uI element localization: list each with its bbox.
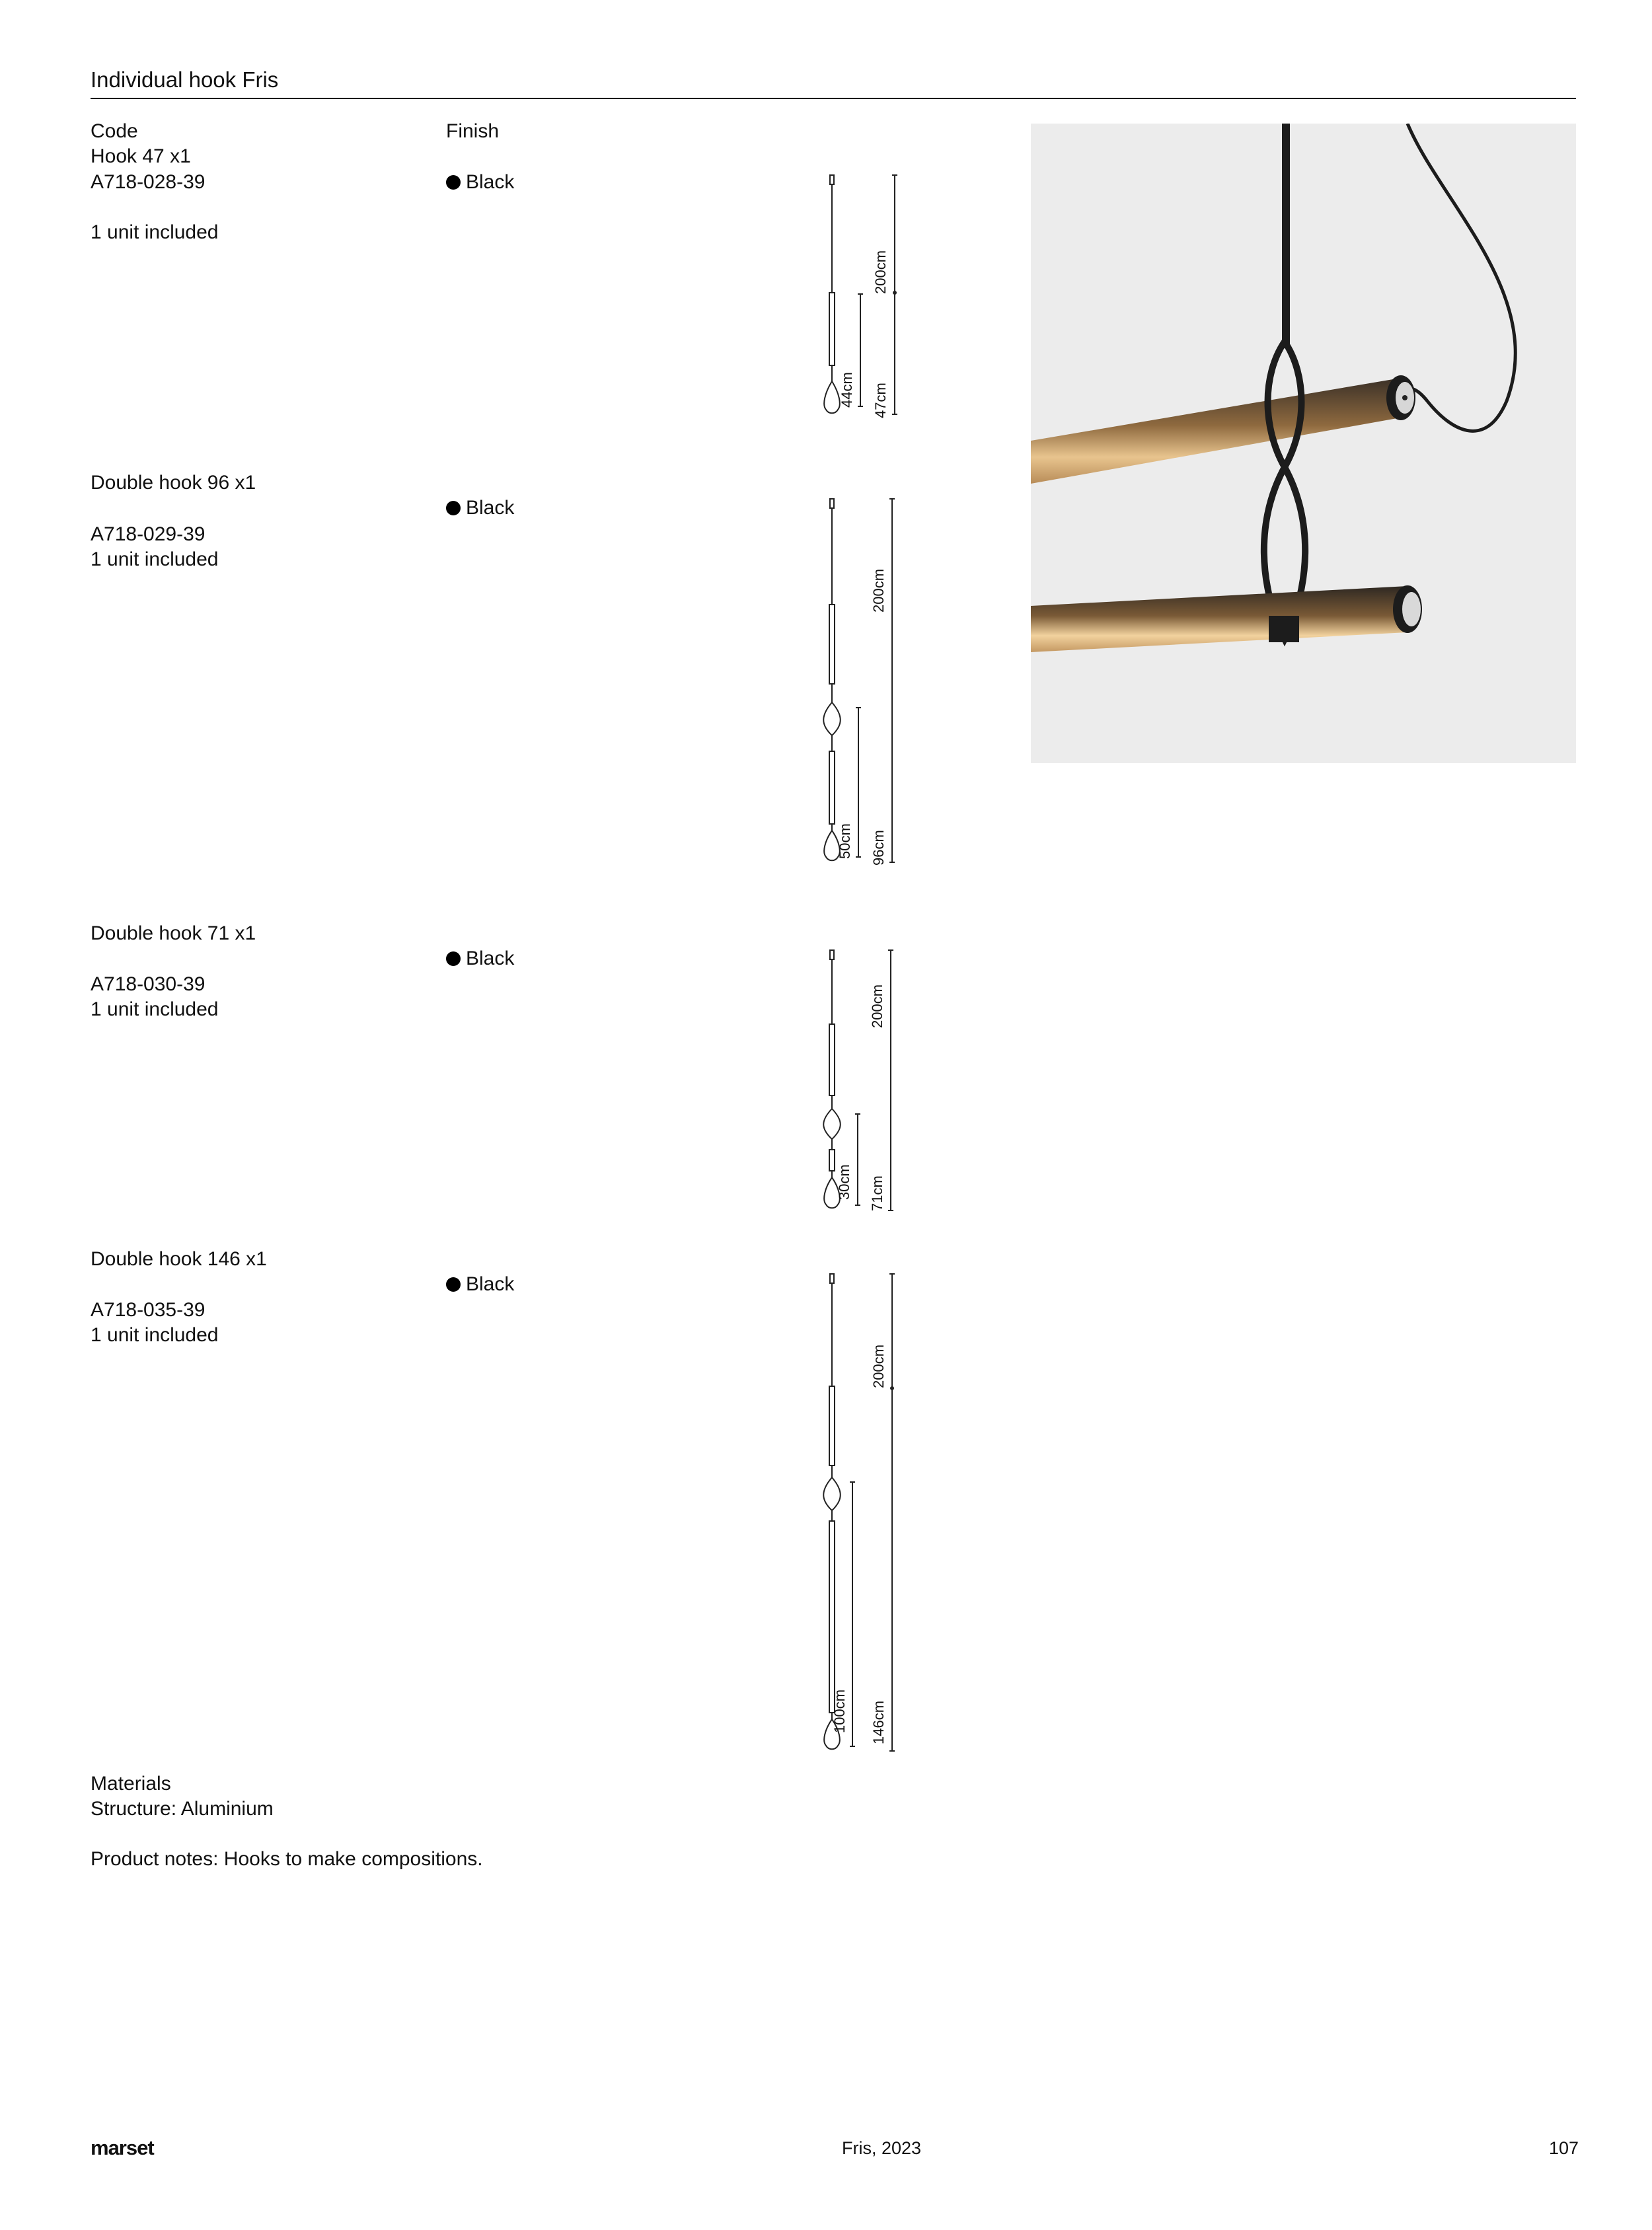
product-code: A718-028-39 <box>91 171 206 193</box>
black-swatch-icon <box>446 951 461 966</box>
dimension-height: 47cm <box>872 383 889 418</box>
materials-structure: Structure: Aluminium <box>91 1798 274 1820</box>
product-photo <box>1031 124 1576 763</box>
dimension-lower: 100cm <box>831 1689 848 1733</box>
finish-label: Black <box>466 1273 515 1295</box>
product-note: 1 unit included <box>91 548 219 570</box>
finish-column-heading: Finish <box>446 120 500 142</box>
black-swatch-icon <box>446 1277 461 1292</box>
double-hook-71-drawing <box>813 944 919 1221</box>
product-note: 1 unit included <box>91 221 219 243</box>
finish-option <box>446 948 514 970</box>
dimension-lower: 44cm <box>839 372 855 408</box>
dimension-lower: 30cm <box>836 1164 852 1200</box>
finish-label: Black <box>466 948 515 969</box>
black-swatch-icon <box>446 501 461 515</box>
finish-option <box>446 1273 514 1296</box>
header-divider <box>91 98 1576 99</box>
double-hook-96-drawing <box>813 492 919 869</box>
materials-heading: Materials <box>91 1773 171 1795</box>
product-code: A718-030-39 <box>91 973 206 995</box>
dimension-total: 200cm <box>872 250 889 294</box>
product-note: 1 unit included <box>91 1324 219 1346</box>
finish-label: Black <box>466 171 515 193</box>
dimension-total: 200cm <box>869 984 885 1028</box>
double-hook-146-drawing <box>813 1267 919 1756</box>
black-swatch-icon <box>446 175 461 190</box>
footer-collection: Fris, 2023 <box>842 2138 922 2158</box>
dimension-total: 200cm <box>870 1344 887 1388</box>
product-name: Double hook 71 x1 <box>91 922 256 944</box>
hook-47-drawing <box>813 168 919 426</box>
dimension-height: 96cm <box>870 830 887 866</box>
dimension-total: 200cm <box>870 568 887 613</box>
product-name: Hook 47 x1 <box>91 145 191 167</box>
product-code: A718-035-39 <box>91 1299 206 1321</box>
product-code: A718-029-39 <box>91 523 206 545</box>
dimension-lower: 50cm <box>837 823 853 859</box>
dimension-height: 146cm <box>870 1700 887 1744</box>
brand-logo: marset <box>91 2136 154 2159</box>
product-name: Double hook 96 x1 <box>91 472 256 494</box>
dimension-height: 71cm <box>869 1175 885 1211</box>
product-name: Double hook 146 x1 <box>91 1248 267 1270</box>
finish-option <box>446 171 514 194</box>
pendant-lamp-illustration <box>1031 124 1576 763</box>
finish-option <box>446 497 514 519</box>
page-number: 107 <box>1549 2138 1579 2158</box>
finish-label: Black <box>466 497 515 519</box>
product-notes: Product notes: Hooks to make compositions. <box>91 1848 483 1870</box>
page-title: Individual hook Fris <box>91 67 279 92</box>
code-column-heading: Code <box>91 120 138 142</box>
product-note: 1 unit included <box>91 998 219 1020</box>
